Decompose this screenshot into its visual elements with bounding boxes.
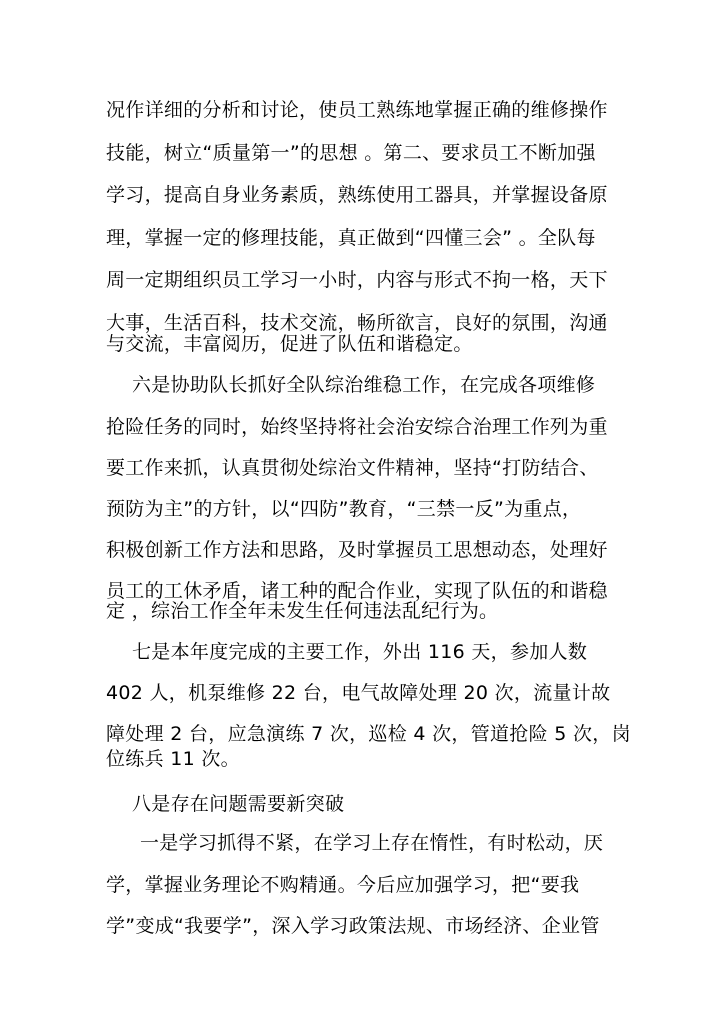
paragraph-first-line: 七是本年度完成的主要工作，外出 116 天，参加人数 [132,641,588,663]
text-line: 预防为主”的方针，以“四防”教育，“三禁一反”为重点， [106,498,582,520]
text-line: 抢险任务的同时，始终坚持将社会治安综合治理工作列为重 [106,416,608,438]
text-line: 理，掌握一定的修理技能，真正做到“四懂三会” 。全队每 [106,227,596,249]
text-line: 周一定期组织员工学习一小时，内容与形式不拘一格，天下 [106,269,608,291]
text-line: 学，掌握业务理论不购精通。今后应加强学习，把“要我 [106,874,580,896]
text-line: 与交流，丰富阅历，促进了队伍和谐稳定。 [106,333,473,355]
text-line: 员工的工休矛盾，诸工种的配合作业，实现了队伍的和谐稳 [106,580,608,602]
text-line: 要工作来抓，认真贯彻处综治文件精神，坚持“打防结合、 [106,457,599,479]
text-line: 积极创新工作方法和思路，及时掌握员工思想动态，处理好 [106,539,608,561]
paragraph-first-line: 六是协助队长抓好全队综治维稳工作，在完成各项维修 [132,374,596,396]
text-line: 障处理 2 台，应急演练 7 次，巡检 4 次，管道抢险 5 次，岗 [106,723,631,745]
text-line: 位练兵 11 次。 [106,748,240,770]
text-line: 定 ，综治工作全年未发生任何违法乱纪行为。 [106,600,499,622]
section-heading: 八是存在问题需要新突破 [132,793,345,815]
paragraph-first-line: 一是学习抓得不紧，在学习上存在惰性，有时松动，厌 [140,832,604,854]
text-line: 况作详细的分析和讨论，使员工熟练地掌握正确的维修操作 [106,99,608,121]
text-line: 技能，树立“质量第一”的思想 。第二、要求员工不断加强 [106,142,596,164]
text-line: 大事，生活百科，技术交流，畅所欲言，良好的氛围，沟通 [106,312,608,334]
text-line: 学”变成“我要学”，深入学习政策法规、市场经济、企业管 [106,915,600,937]
text-line: 402 人，机泵维修 22 台，电气故障处理 20 次，流量计故 [106,682,611,704]
text-line: 学习，提高自身业务素质，熟练使用工器具，并掌握设备原 [106,184,608,206]
